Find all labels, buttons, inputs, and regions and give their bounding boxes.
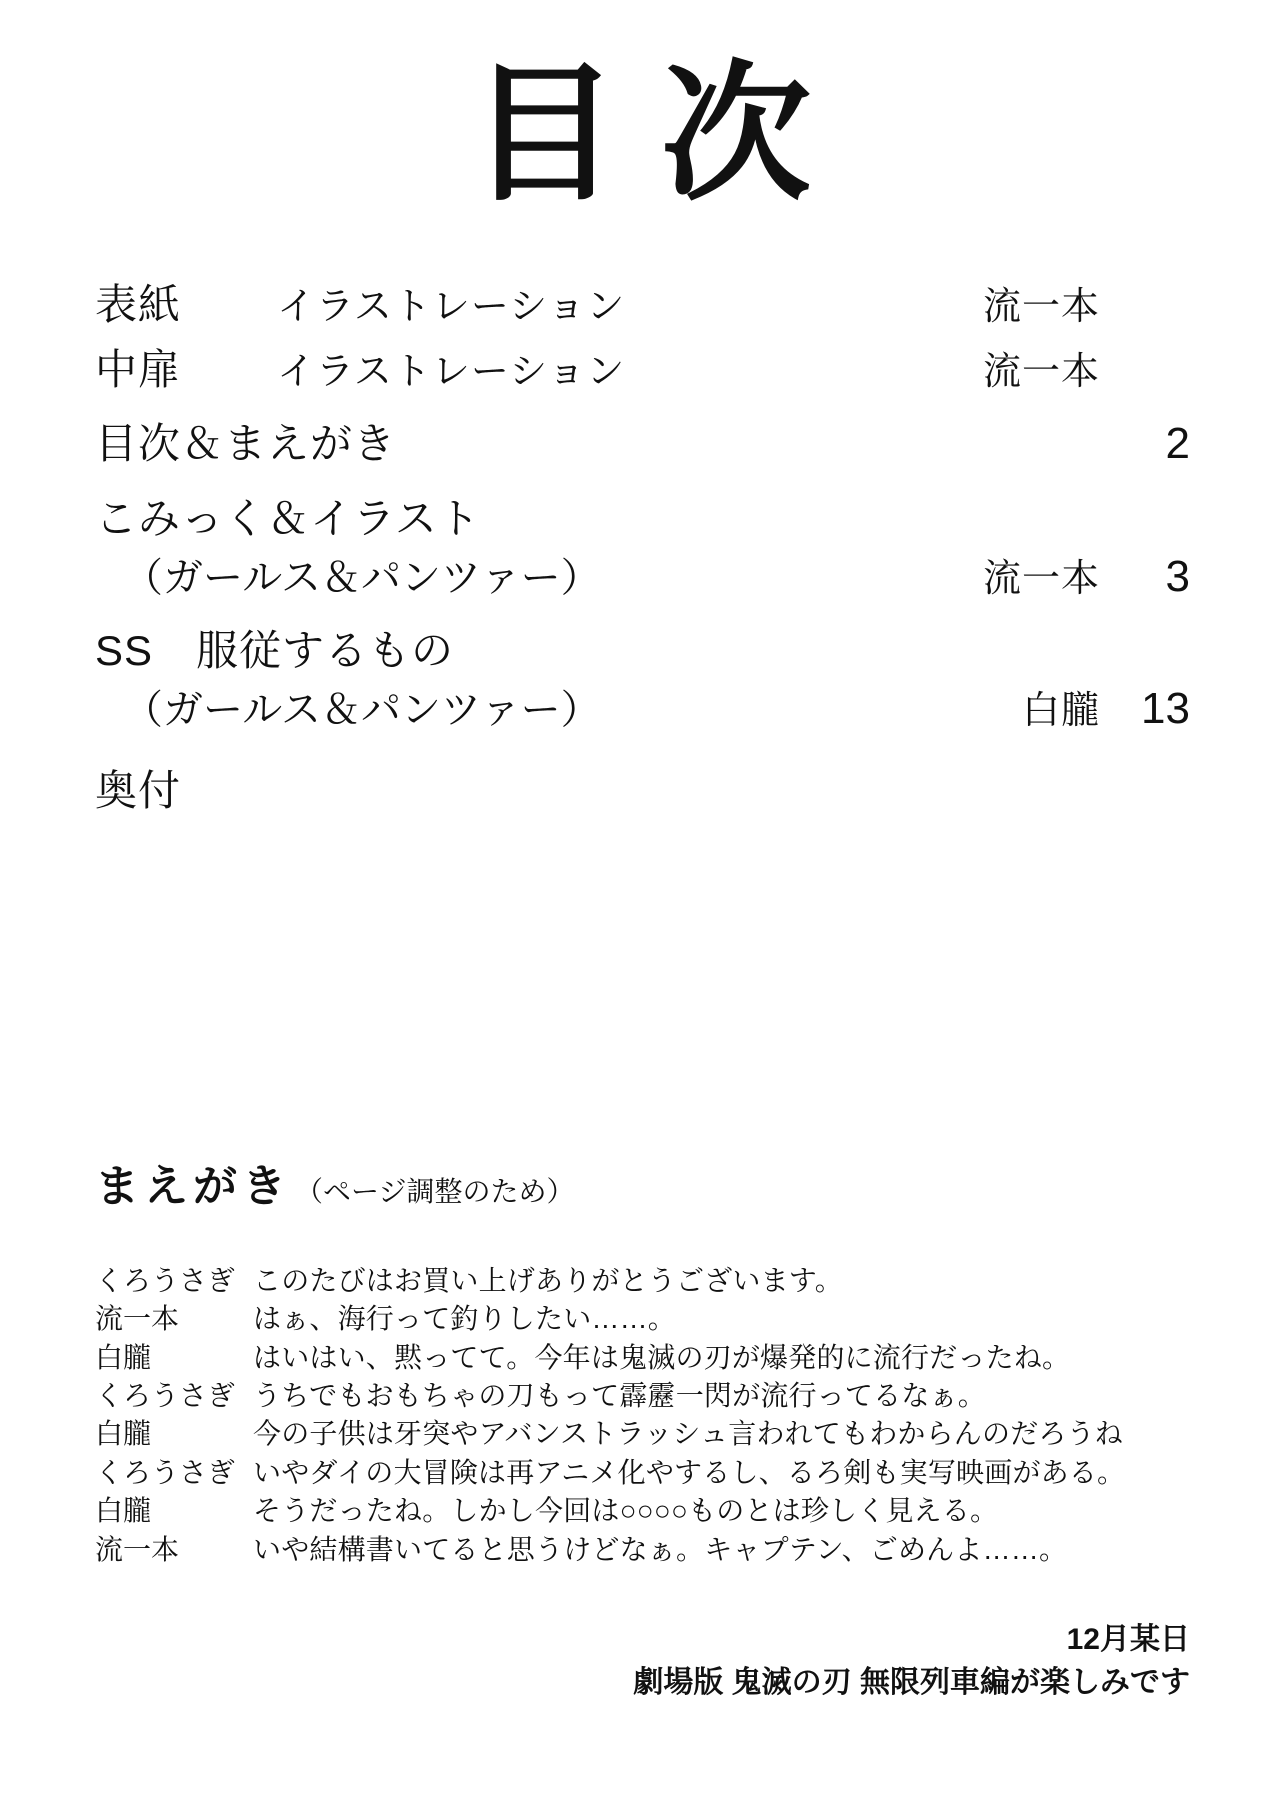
dialogue-text: 今の子供は牙突やアバンストラッシュ言われてもわからんのだろうね [253,1418,1124,1450]
page-footer [633,1620,1190,1703]
toc-entry-author: 流一本 [982,350,1100,393]
dialogue-text: はいはい、黙ってて。今年は鬼滅の刃が爆発的に流行だったね。 [253,1341,1071,1373]
preface-dialogue [95,1262,1195,1569]
dialogue-line [95,1300,1195,1338]
toc-entry [95,416,1190,473]
dialogue-line [95,1415,1195,1453]
dialogue-speaker: 白朧 [95,1341,152,1373]
dialogue-speaker: 流一本 [95,1533,180,1565]
toc-entry-author: 流一本 [982,286,1100,328]
toc-entry-name: 表紙 [95,281,182,328]
preface-heading-label: まえがき [95,1161,291,1212]
dialogue-line [95,1454,1195,1492]
dialogue-speaker: くろうさぎ [95,1265,236,1296]
toc-entry-page: 3 [1165,551,1190,601]
dialogue-line [95,1262,1195,1300]
toc-entry-subtitle: （ガールス＆パンツァー） [123,687,601,732]
toc-entry [95,763,1190,820]
dialogue-line [95,1377,1195,1415]
dialogue-text: そうだったね。しかし今回は○○○○ものとは珍しく見える。 [253,1495,999,1527]
dialogue-text: このたびはお買い上げありがとうございます。 [253,1265,843,1296]
dialogue-line [95,1339,1195,1377]
toc-entry-kind: イラストレーション [277,350,626,393]
toc-entry-subtitle: （ガールス＆パンツァー） [123,555,601,600]
toc-entry [95,623,1190,737]
dialogue-speaker: くろうさぎ [95,1380,236,1412]
dialogue-line [95,1492,1195,1530]
toc-entry-kind: イラストレーション [277,286,626,328]
toc-entry [95,340,1190,399]
toc-entry-name: 中扉 [95,345,182,393]
preface-heading [95,1150,574,1214]
toc-entry-author: 流一本 [982,557,1100,600]
toc-entry-name: SS 服従するもの [95,626,455,674]
toc-entry [95,275,1190,334]
toc-entry-name: 目次＆まえがき [95,420,397,468]
toc-entry-name: こみっく＆イラスト [95,495,481,543]
dialogue-line [95,1531,1195,1569]
toc-list [95,275,1190,826]
preface-heading-note: （ページ調整のため） [295,1176,575,1207]
footer-note: 劇場版 鬼滅の刃 無限列車編が楽しみです [633,1665,1190,1699]
toc-entry-page: 13 [1141,683,1190,733]
dialogue-text: いや結構書いてると思うけどなぁ。キャプテン、ごめんよ……。 [253,1533,1068,1565]
page-title: 目次 [468,48,853,222]
dialogue-text: いやダイの大冒険は再アニメ化やするし、るろ剣も実写映画がある。 [253,1456,1126,1488]
dialogue-speaker: くろうさぎ [95,1456,236,1488]
toc-entry-author: 白朧 [1021,689,1100,732]
dialogue-text: はぁ、海行って釣りしたい……。 [253,1303,677,1335]
dialogue-speaker: 流一本 [95,1303,180,1335]
footer-date: 12月某日 [1066,1623,1190,1656]
dialogue-text: うちでもおもちゃの刀もって霹靂一閃が流行ってるなぁ。 [253,1380,986,1412]
dialogue-speaker: 白朧 [95,1418,152,1450]
toc-entry-name: 奥付 [95,766,182,814]
dialogue-speaker: 白朧 [95,1495,152,1527]
toc-entry-page: 2 [1165,419,1190,469]
toc-entry [95,491,1190,605]
